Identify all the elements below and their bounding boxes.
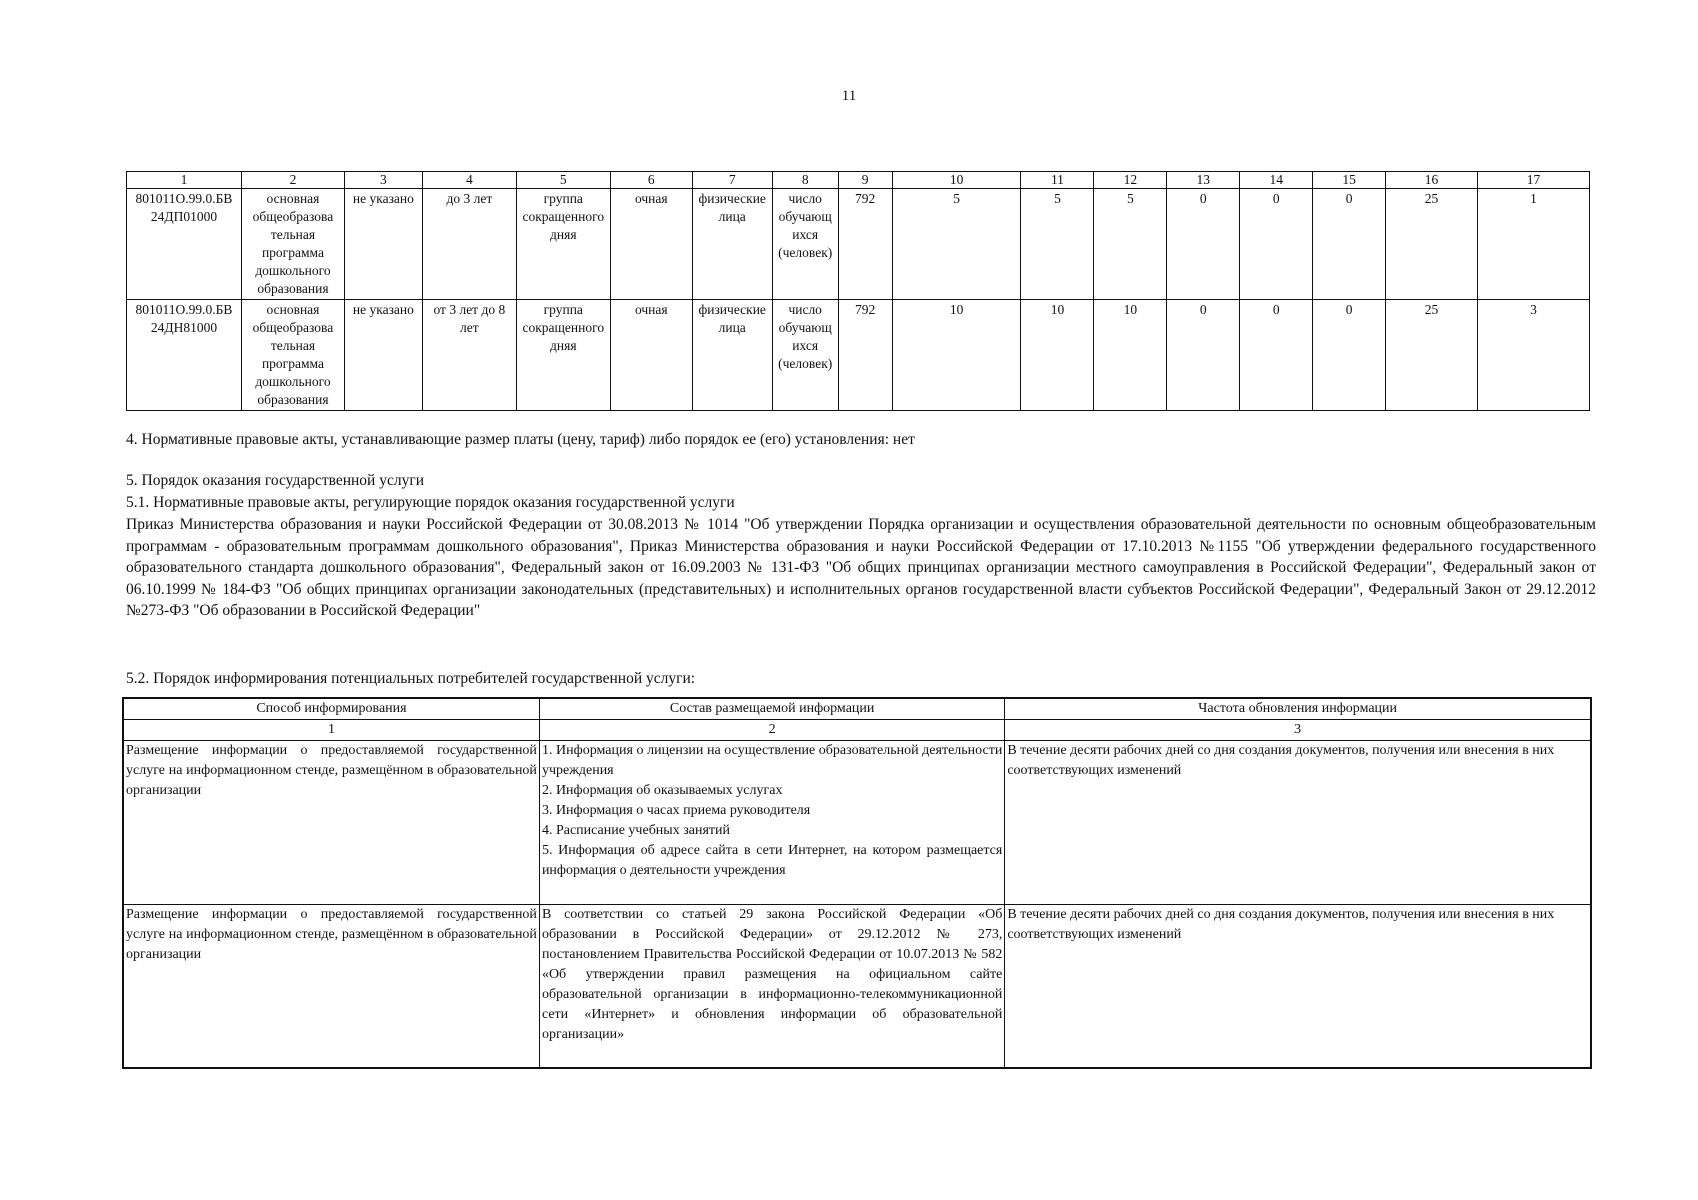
content-cell: В соответствии со статьей 29 закона Российской Федерации «Об образовании в Российской Федерации» от 29.12.2012 № 273, постановлением Правительства Российской Федерации от 10.07.2013 № 582 «Об утверждении правил размещения на официальном сайте образовательной организации в информационно-телекоммуникационной сети «Интернет» и обновления информации об образовательной организации» xyxy=(539,905,1004,1068)
table-row xyxy=(127,300,1590,411)
table-cell: 0 xyxy=(1240,300,1313,411)
frequency-cell: В течение десяти рабочих дней со дня создания документов, получения или внесения в них соответствующих изменений xyxy=(1005,741,1591,905)
table-cell: 10 xyxy=(1094,300,1167,411)
table-cell: очная xyxy=(610,189,692,300)
registry-code-cell: 801011О.99.0.БВ 24ДП01000 xyxy=(127,189,242,300)
list-item: 2. Информация об оказываемых услугах xyxy=(541,783,783,798)
frequency-cell: В течение десяти рабочих дней со дня создания документов, получения или внесения в них соответствующих изменений xyxy=(1005,905,1591,1068)
col-number: 9 xyxy=(838,172,892,189)
table-cell: число обучающ ихся (человек) xyxy=(772,189,838,300)
list-item: 3. Информация о часах приема руководителя xyxy=(541,803,811,818)
table-cell: 0 xyxy=(1167,189,1240,300)
table-cell: число обучающ ихся (человек) xyxy=(772,300,838,411)
table-cell: 5 xyxy=(1021,189,1094,300)
method-cell: Размещение информации о предоставляемой государственной услуге на информационном стенде, размещённом в образовательной организации xyxy=(123,905,539,1068)
col-number: 12 xyxy=(1094,172,1167,189)
method-cell: Размещение информации о предоставляемой государственной услуге на информационном стенде, размещённом в образовательной организации xyxy=(123,741,539,905)
table-cell: 0 xyxy=(1313,189,1386,300)
table-cell: группа сокращенного дняя xyxy=(516,300,610,411)
col-number: 17 xyxy=(1477,172,1589,189)
section-4-text: 4. Нормативные правовые акты, устанавливающие размер платы (цену, тариф) либо порядок ее (его) установления: нет xyxy=(126,431,915,448)
program-cell: основная общеобразова тельная программа дошкольного образования xyxy=(241,300,344,411)
column-header: Частота обновления информации xyxy=(1005,698,1591,720)
col-number: 15 xyxy=(1313,172,1386,189)
col-number: 1 xyxy=(127,172,242,189)
table-cell: 10 xyxy=(1021,300,1094,411)
col-number: 10 xyxy=(892,172,1021,189)
table-cell: 0 xyxy=(1167,300,1240,411)
table-cell: 5 xyxy=(892,189,1021,300)
col-number: 2 xyxy=(539,720,1004,741)
table-cell: не указано xyxy=(344,189,422,300)
col-number: 3 xyxy=(1005,720,1591,741)
col-number: 4 xyxy=(422,172,516,189)
page-number: 11 xyxy=(841,88,857,104)
registry-code-cell: 801011О.99.0.БВ 24ДН81000 xyxy=(127,300,242,411)
table-cell: 0 xyxy=(1313,300,1386,411)
col-number: 1 xyxy=(123,720,539,741)
table-cell: не указано xyxy=(344,300,422,411)
col-number: 6 xyxy=(610,172,692,189)
table-cell: 1 xyxy=(1477,189,1589,300)
program-cell: основная общеобразова тельная программа дошкольного образования xyxy=(241,189,344,300)
col-number: 16 xyxy=(1386,172,1478,189)
col-number: 11 xyxy=(1021,172,1094,189)
column-number-row xyxy=(127,172,1590,189)
col-number: 8 xyxy=(772,172,838,189)
column-number-row xyxy=(123,720,1591,741)
table-cell: 25 xyxy=(1386,300,1478,411)
col-number: 14 xyxy=(1240,172,1313,189)
age-cell: до 3 лет xyxy=(422,189,516,300)
table-row xyxy=(123,905,1591,1068)
column-header: Способ информирования xyxy=(123,698,539,720)
col-number: 5 xyxy=(516,172,610,189)
table-row xyxy=(127,189,1590,300)
indicators-table xyxy=(126,171,1590,411)
table-cell: физические лица xyxy=(692,300,772,411)
table-cell: 792 xyxy=(838,189,892,300)
section-5-1-title: 5.1. Нормативные правовые акты, регулирующие порядок оказания государственной услуги xyxy=(126,494,735,511)
table-cell: группа сокращенного дняя xyxy=(516,189,610,300)
column-header: Состав размещаемой информации xyxy=(539,698,1004,720)
col-number: 7 xyxy=(692,172,772,189)
section-5-1-text: Приказ Министерства образования и науки Российской Федерации от 30.08.2013 № 1014 "Об утверждении Порядка организации и осуществления образовательной деятельности по основным общеобразовательным программам - образовательным программам дошкольного образования", Приказ Министерства образования и науки Российской Федерации от 17.10.2013 №1155 "Об утверждении федерального государственного образовательного стандарта дошкольного образования", Федеральный закон от 16.09.2003 № 131-ФЗ "Об общих принципах организации местного самоуправления в Российской Федерации", Федеральный закон от 06.10.1999 № 184-ФЗ "Об общих принципах организации законодательных (представительных) и исполнительных органов государственной власти субъектов Российской Федерации", Федеральный Закон от 29.12.2012 №273-ФЗ "Об образовании в Российской Федерации" xyxy=(126,516,1596,619)
age-cell: от 3 лет до 8 лет xyxy=(422,300,516,411)
table-cell: 5 xyxy=(1094,189,1167,300)
list-item: 1. Информация о лицензии на осуществление образовательной деятельности учреждения xyxy=(541,743,1003,778)
col-number: 13 xyxy=(1167,172,1240,189)
section-5-2-title: 5.2. Порядок информирования потенциальных потребителей государственной услуги: xyxy=(126,670,696,687)
table-cell: физические лица xyxy=(692,189,772,300)
table-cell: 0 xyxy=(1240,189,1313,300)
table-cell: 792 xyxy=(838,300,892,411)
table-header-row xyxy=(123,698,1591,720)
col-number: 2 xyxy=(241,172,344,189)
content-cell xyxy=(539,741,1004,905)
col-number: 3 xyxy=(344,172,422,189)
table-cell: очная xyxy=(610,300,692,411)
table-cell: 3 xyxy=(1477,300,1589,411)
table-cell: 10 xyxy=(892,300,1021,411)
list-item: 4. Расписание учебных занятий xyxy=(541,823,730,838)
table-row xyxy=(123,741,1591,905)
informing-table xyxy=(122,697,1592,1069)
section-5-title: 5. Порядок оказания государственной услуги xyxy=(126,472,424,489)
list-item: 5. Информация об адресе сайта в сети Интернет, на котором размещается информация о деятельности учреждения xyxy=(541,843,1003,878)
table-cell: 25 xyxy=(1386,189,1478,300)
